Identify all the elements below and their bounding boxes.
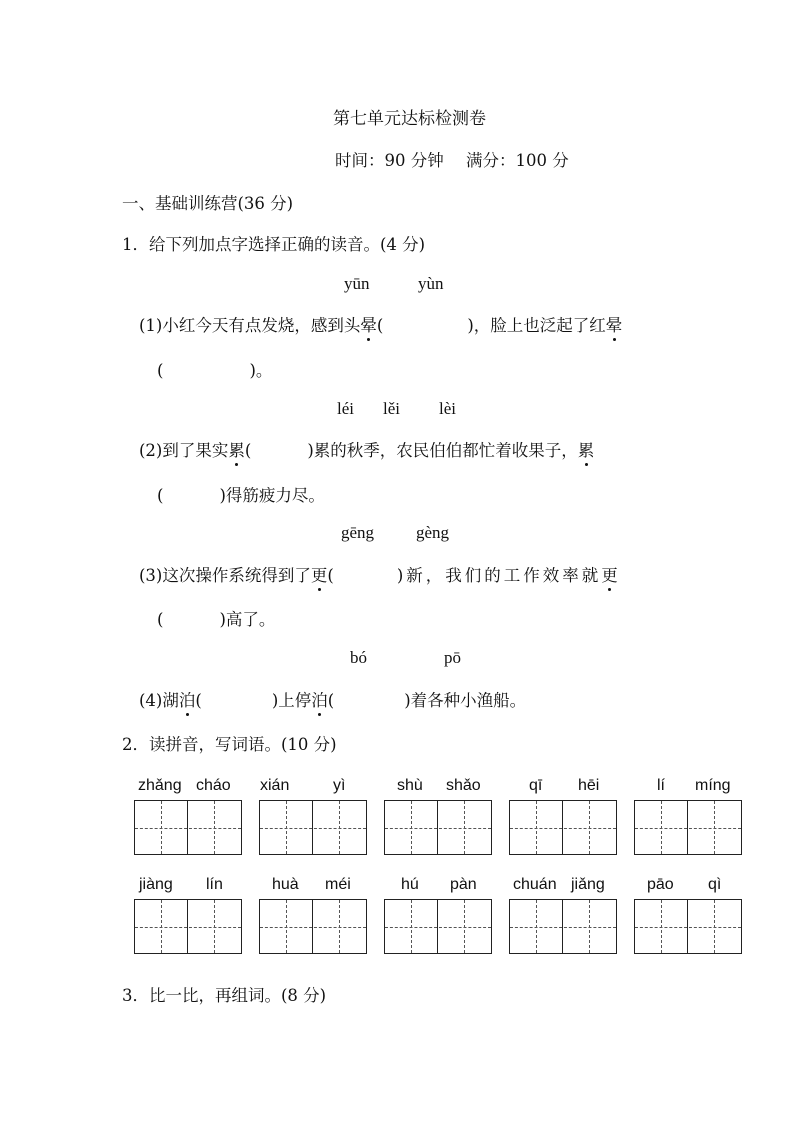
question-1-part-2-line-1	[139, 437, 594, 461]
question-1-part-4-line-1	[139, 687, 526, 711]
sentence-text: )累的秋季，农民伯伯都忙着收果子，	[307, 441, 578, 460]
pinyin-label: qī	[529, 777, 543, 794]
pinyin-label: hēi	[578, 777, 600, 794]
sentence-text: )着各种小渔船。	[404, 691, 527, 710]
pinyin-label: pāo	[647, 876, 674, 893]
page-title: 第七单元达标检测卷	[333, 109, 486, 129]
pinyin-label: jiàng	[139, 876, 173, 893]
pinyin-label: jiǎng	[571, 876, 605, 893]
section-heading: 一、基础训练营(36 分)	[122, 194, 294, 213]
pinyin-label: hú	[401, 876, 419, 893]
sentence-text: (	[157, 486, 164, 505]
pinyin-label: lín	[206, 876, 223, 893]
writing-grid[interactable]	[259, 800, 367, 855]
sentence-text: (4)湖	[139, 691, 179, 710]
dotted-character: 更	[311, 562, 328, 586]
question-2-prompt: 2．读拼音，写词语。(10 分)	[122, 735, 337, 754]
sentence-text: (	[376, 316, 384, 335]
pinyin-option: gèng	[416, 523, 450, 542]
sentence-text: (	[157, 361, 164, 380]
pinyin-label: yì	[333, 777, 346, 794]
pinyin-option: bó	[350, 648, 367, 667]
question-1-part-2-line-2	[157, 482, 325, 506]
dotted-character: 泊	[311, 687, 328, 711]
question-1-part-3-line-1	[139, 562, 618, 586]
pinyin-label: huà	[272, 876, 299, 893]
sentence-text: )，脸上也泛起了红	[467, 316, 606, 335]
sentence-text: (	[244, 441, 252, 460]
writing-grid[interactable]	[259, 899, 367, 954]
question-1-prompt: 1．给下列加点字选择正确的读音。(4 分)	[122, 235, 426, 254]
sentence-text: (	[195, 691, 202, 710]
sentence-text: (2)到了果实	[139, 441, 229, 460]
sentence-text: (3)这次操作系统得到了	[139, 566, 311, 585]
pinyin-label: míng	[695, 777, 731, 794]
time-limit: 时间：90 分钟	[335, 151, 444, 170]
question-1-part-1-line-1	[139, 312, 622, 336]
pinyin-label: méi	[325, 876, 351, 893]
writing-grid[interactable]	[134, 800, 242, 855]
sentence-text: (1)小红今天有点发烧，感到头	[139, 316, 361, 335]
sentence-text: (	[327, 566, 334, 585]
pinyin-label: shǎo	[446, 777, 481, 794]
question-1-part-1-line-2	[157, 357, 272, 381]
pinyin-label: zhǎng	[138, 777, 182, 794]
sentence-text: )高了。	[219, 610, 276, 629]
pinyin-option: léi	[337, 399, 354, 418]
sentence-text: )。	[249, 361, 273, 380]
pinyin-option: lèi	[439, 399, 456, 418]
dotted-character: 累	[228, 437, 245, 461]
writing-grid[interactable]	[634, 800, 742, 855]
writing-grid[interactable]	[634, 899, 742, 954]
pinyin-option: lěi	[383, 399, 400, 418]
dotted-character: 泊	[179, 687, 196, 711]
pinyin-option: yūn	[344, 274, 370, 293]
pinyin-option: pō	[444, 648, 461, 667]
pinyin-label: lí	[657, 777, 665, 794]
question-3-prompt: 3．比一比，再组词。(8 分)	[122, 986, 327, 1005]
pinyin-label: qì	[708, 876, 722, 893]
pinyin-label: xián	[260, 777, 290, 794]
sentence-text: )新，我们的工作效率就	[396, 566, 602, 585]
question-1-part-3-line-2	[157, 606, 275, 630]
writing-grid[interactable]	[509, 899, 617, 954]
pinyin-label: shù	[397, 777, 423, 794]
pinyin-label: cháo	[196, 777, 231, 794]
pinyin-option: yùn	[418, 274, 444, 293]
sentence-text: )得筋疲力尽。	[219, 486, 325, 505]
dotted-character: 晕	[360, 312, 377, 336]
dotted-character: 累	[578, 437, 595, 461]
dotted-character: 晕	[606, 312, 623, 336]
writing-grid[interactable]	[384, 800, 492, 855]
sentence-text: (	[157, 610, 164, 629]
writing-grid[interactable]	[384, 899, 492, 954]
pinyin-label: chuán	[513, 876, 557, 893]
writing-grid[interactable]	[134, 899, 242, 954]
pinyin-label: pàn	[450, 876, 477, 893]
dotted-character: 更	[601, 562, 618, 586]
writing-grid[interactable]	[509, 800, 617, 855]
sentence-text: (	[327, 691, 335, 710]
pinyin-option: gēng	[341, 523, 375, 542]
total-score: 满分：100 分	[466, 151, 569, 170]
sentence-text: )上停	[271, 691, 312, 710]
